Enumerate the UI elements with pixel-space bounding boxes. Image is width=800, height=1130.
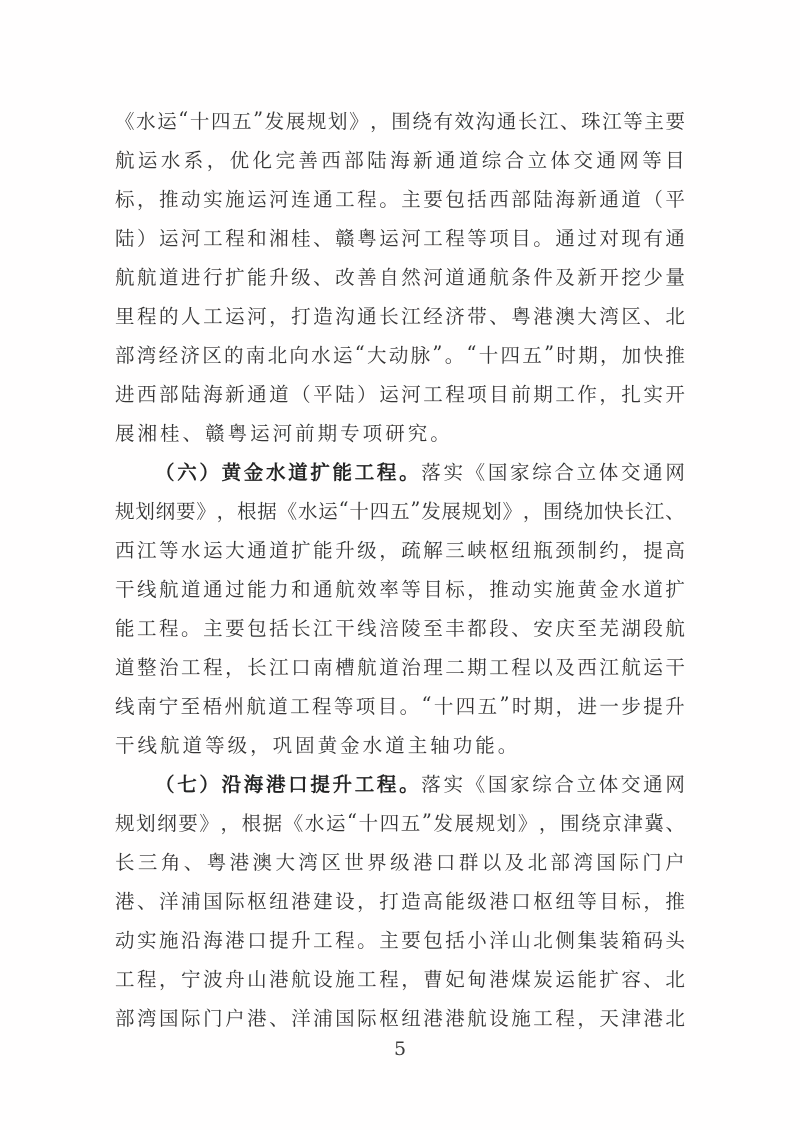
text-line: 长 三 角 、 粤 港 澳 大 湾 区 世 界 级 港 口 群 以 及 北 部 湾 国 际 门 户 <box>115 850 685 874</box>
text-line: 港 、 洋 浦 国 际 枢 纽 港 建 设 ， 打 造 高 能 级 港 口 枢 纽 等 目 标 ， 推 <box>115 889 685 913</box>
text-line: 线 南 宁 至 梧 州 航 道 工 程 等 项 目 。 “ 十 四 五 ” 时 期 ， 进 一 步 提 升 <box>115 693 685 718</box>
text-line: 《 水 运 “ 十 四 五 ” 发 展 规 划 》 ， 围 绕 有 效 沟 通 长 江 、 珠 江 等 主 要 <box>115 108 685 133</box>
page-number: 5 <box>393 1038 407 1060</box>
text-line: 动 实 施 沿 海 港 口 提 升 工 程 。 主 要 包 括 小 洋 山 北 侧 集 装 箱 码 头 <box>115 928 685 952</box>
text-line: 标 ， 推 动 实 施 运 河 连 通 工 程 。 主 要 包 括 西 部 陆 海 新 通 道 （ 平 <box>115 187 685 211</box>
text-line: 能 工 程 。 主 要 包 括 长 江 干 线 涪 陵 至 丰 都 段 、 安 庆 至 芜 湖 段 航 <box>115 616 685 640</box>
text-line: 规 划 纲 要 》 ， 根 据 《 水 运 “ 十 四 五 ” 发 展 规 划 》 ， 围 绕 加 快 长 江 、 <box>115 498 685 523</box>
text-line: 陆 ） 运 河 工 程 和 湘 桂 、 赣 粤 运 河 工 程 等 项 目 。 通 过 对 现 有 通 <box>115 226 685 250</box>
text-line: 展 湘 桂 、 赣 粤 运 河 前 期 专 项 研 究 。 <box>115 421 450 445</box>
document-body <box>115 100 685 1036</box>
text-line: 部 湾 经 济 区 的 南 北 向 水 运 “ 大 动 脉 ” 。 “ 十 四 五 ” 时 期 ， 加 快 推 <box>115 342 685 367</box>
text-line: 航 运 水 系 ， 优 化 完 善 西 部 陆 海 新 通 道 综 合 立 体 交 通 网 等 目 <box>115 148 685 172</box>
section-heading-line: （ 六 ） 黄 金 水 道 扩 能 工 程 。 落 实 《 国 家 综 合 立 体 交 通 网 <box>155 460 685 484</box>
text-line: 部 湾 国 际 门 户 港 、 洋 浦 国 际 枢 纽 港 港 航 设 施 工 程 ， 天 津 港 北 <box>115 1006 685 1030</box>
text-line: 干 线 航 道 通 过 能 力 和 通 航 效 率 等 目 标 ， 推 动 实 施 黄 金 水 道 扩 <box>115 577 685 601</box>
text-line: 干 线 航 道 等 级 ， 巩 固 黄 金 水 道 主 轴 功 能 。 <box>115 733 518 757</box>
text-line: 进 西 部 陆 海 新 通 道 （ 平 陆 ） 运 河 工 程 项 目 前 期 工 作 ， 扎 实 开 <box>115 382 685 406</box>
text-line: 航 航 道 进 行 扩 能 升 级 、 改 善 自 然 河 道 通 航 条 件 及 新 开 挖 少 量 <box>115 265 685 289</box>
text-line: 规 划 纲 要 》 ， 根 据 《 水 运 “ 十 四 五 ” 发 展 规 划 》 ， 围 绕 京 津 冀 、 <box>115 810 685 835</box>
section-heading-line: （ 七 ） 沿 海 港 口 提 升 工 程 。 落 实 《 国 家 综 合 立 体 交 通 网 <box>155 772 685 796</box>
text-line: 道 整 治 工 程 ， 长 江 口 南 槽 航 道 治 理 二 期 工 程 以 及 西 江 航 运 干 <box>115 655 685 679</box>
text-line: 里 程 的 人 工 运 河 ， 打 造 沟 通 长 江 经 济 带 、 粤 港 澳 大 湾 区 、 北 <box>115 304 685 328</box>
text-line: 西 江 等 水 运 大 通 道 扩 能 升 级 ， 疏 解 三 峡 枢 纽 瓶 颈 制 约 ， 提 高 <box>115 538 685 562</box>
text-line: 工 程 ， 宁 波 舟 山 港 航 设 施 工 程 ， 曹 妃 甸 港 煤 炭 运 能 扩 容 、 北 <box>115 967 685 991</box>
